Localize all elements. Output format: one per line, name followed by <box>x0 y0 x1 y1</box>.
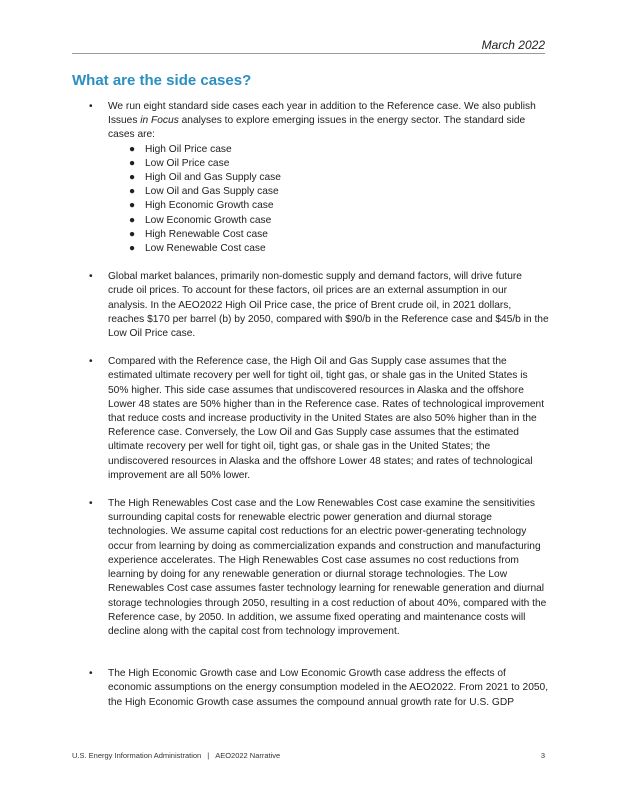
list-item-text: High Economic Growth case <box>145 200 274 212</box>
bullet-paragraph-oil-prices <box>89 270 549 341</box>
bullet-marker: • <box>89 668 93 680</box>
list-dot: ● <box>129 172 136 184</box>
footer-separator: | <box>207 751 210 760</box>
list-item <box>108 157 549 171</box>
bullet-text: Global market balances, primarily non-domestic supply and demand factors, will drive future crude oil prices. To account for these factors, oil prices are an external assumption in our analysis. In the AEO2022 High Oil Price case, the price of Brent crude oil, in 2021 dollars, reaches $170 per barrel (b) by 2050, compared with $90/b in the Reference case and $45/b in the Low Oil Price case. <box>108 271 549 340</box>
list-item-text: Low Oil and Gas Supply case <box>145 186 279 198</box>
footer-doc: AEO2022 Narrative <box>215 751 281 760</box>
list-dot: ● <box>129 243 136 255</box>
bullet-marker: • <box>89 498 93 510</box>
bullet-text: The High Economic Growth case and Low Economic Growth case address the effects of economic assumptions on the energy consumption modeled in the AEO2022. From 2021 to 2050, the High Economic Growth case assumes the compound annual growth rate for U.S. GDP <box>108 668 549 708</box>
list-item <box>108 171 549 185</box>
footer-org: U.S. Energy Information Administration <box>72 751 202 760</box>
bullet-marker: • <box>89 356 93 368</box>
list-item-text: Low Economic Growth case <box>145 214 272 226</box>
header-date: March 2022 <box>481 38 545 52</box>
bullet-paragraph-renewables-cost <box>89 497 549 639</box>
side-case-list <box>108 143 549 257</box>
list-dot: ● <box>129 228 136 240</box>
bullet-text: The High Renewables Cost case and the Low Renewables Cost case examine the sensitivities surrounding capital costs for renewable electric power generation and diurnal storage technologies. We assume capital cost reductions for an electric power-generating technology occur from learning by doing as commercialization expands and construction and manufacturing experience accelerates. The High Renewables Cost case assumes no cost reductions from learning by doing for any renewable generation or diurnal storage technologies. The Low Renewables Cost case assumes faster technology learning for renewable generation and diurnal storage technologies through 2050, resulting in a cost reduction of about 40%, compared with the Reference case, by 2050. In addition, we assume fixed operating and maintenance costs will decline along with the capital cost from technology improvement. <box>108 498 547 637</box>
bullet-paragraph-side-cases <box>89 100 549 256</box>
list-item <box>108 185 549 199</box>
page-number: 3 <box>540 751 545 760</box>
bullet-marker: • <box>89 101 93 112</box>
list-item-text: High Oil Price case <box>145 143 232 155</box>
list-item-text: High Renewable Cost case <box>145 228 268 240</box>
list-item <box>108 199 549 213</box>
header-rule <box>72 53 545 54</box>
list-item <box>108 242 549 256</box>
section-title: What are the side cases? <box>72 72 252 89</box>
list-dot: ● <box>129 186 136 198</box>
bullet-text: analyses to explore emerging issues in the energy sector. The standard side cases are: <box>108 115 526 141</box>
bullet-text-italic: in Focus <box>140 115 179 127</box>
bullet-paragraph-oil-gas-supply <box>89 355 549 483</box>
list-item <box>108 143 549 157</box>
list-dot: ● <box>129 157 136 169</box>
bullet-marker: • <box>89 271 93 283</box>
list-item-text: Low Oil Price case <box>145 157 230 169</box>
list-dot: ● <box>129 200 136 212</box>
list-item <box>108 214 549 228</box>
list-dot: ● <box>129 214 136 226</box>
bullet-paragraph-economic-growth <box>89 667 549 710</box>
page-footer <box>72 751 545 760</box>
content-body <box>89 100 549 710</box>
bullet-text: Compared with the Reference case, the High Oil and Gas Supply case assumes that the estimated ultimate recovery per well for tight oil, tight gas, or shale gas in the United States is 50% higher. This side case assumes that undiscovered resources in Alaska and the offshore Lower 48 states are 50% higher than in the Reference case. Rates of technological improvement that reduce costs and increase productivity in the United States are also 50% higher than in the Reference case. Conversely, the Low Oil and Gas Supply case assumes that the estimated ultimate recovery per well for tight oil, tight gas, or shale gas in the United States; the undiscovered resources in Alaska and the offshore Lower 48 states; and rates of technological improvement are all 50% lower. <box>108 356 545 481</box>
bullet-text: We run eight standard side cases each year in addition to the Reference case. We also publish Issues <box>108 101 536 127</box>
list-item <box>108 228 549 242</box>
list-item-text: High Oil and Gas Supply case <box>145 172 281 184</box>
list-item-text: Low Renewable Cost case <box>145 243 266 255</box>
list-dot: ● <box>129 143 136 155</box>
